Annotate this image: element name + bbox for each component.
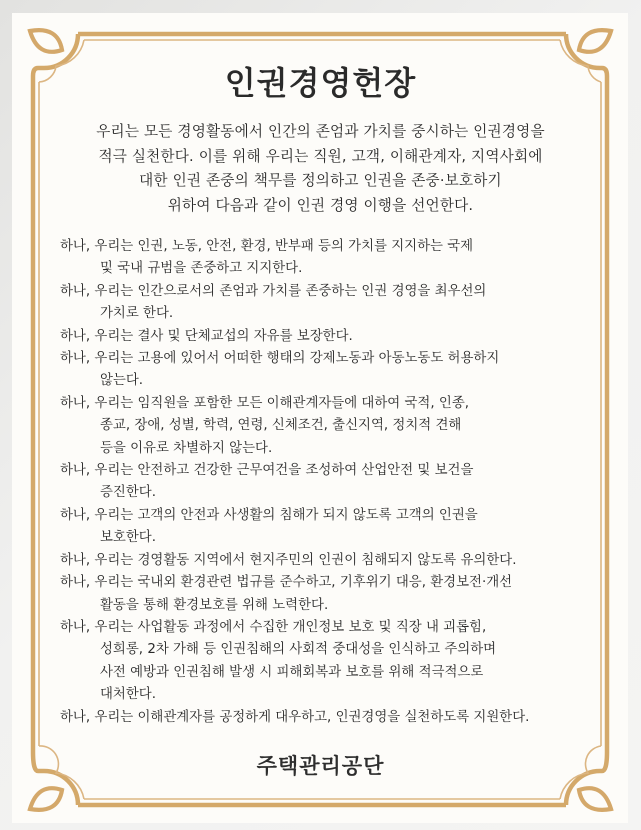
article-line: 성희롱, 2차 가해 등 인권침해의 사회적 중대성을 인식하고 주의하며 [100,642,497,658]
preamble-line: 위하여 다음과 같이 인권 경영 이행을 선언한다. [167,196,474,214]
article-line: 대처한다. [100,687,156,703]
article-line: 하나, 우리는 인권, 노동, 안전, 환경, 반부패 등의 가치를 지지하는 국제 [60,239,474,254]
preamble-line: 적극 실천한다. 이를 위해 우리는 직원, 고객, 이해관계자, 지역사회에 [98,147,543,165]
organization-name: 주택관리공단 [256,753,385,778]
charter-content [60,58,581,729]
article-line: 활동을 통해 환경보호를 위해 노력한다. [100,597,329,613]
article-item [60,281,581,326]
article-line: 증진한다. [100,485,156,501]
article-item [60,393,581,460]
article-item [60,707,581,729]
charter-articles [60,236,581,729]
article-line: 않는다. [100,373,144,389]
article-item [60,348,581,393]
article-line: 하나, 우리는 이해관계자를 공정하게 대우하고, 인권경영을 실천하도록 지원한다. [60,709,530,725]
article-line: 보호한다. [100,530,156,546]
article-item [60,460,581,505]
article-line: 하나, 우리는 사업활동 과정에서 수집한 개인정보 보호 및 직장 내 괴롭힘, [60,619,487,635]
article-line: 하나, 우리는 고객의 안전과 사생활의 침해가 되지 않도록 고객의 인권을 [60,507,478,523]
article-line: 하나, 우리는 경영활동 지역에서 현지주민의 인권이 침해되지 않도록 유의한다. [60,552,517,568]
article-item [60,617,581,707]
article-item [60,326,581,348]
article-line: 하나, 우리는 결사 및 단체교섭의 자유를 보장한다. [60,328,353,344]
article-line: 사전 예방과 인권침해 발생 시 피해회복과 보호를 위해 적극적으로 [100,664,484,680]
article-line: 하나, 우리는 임직원을 포함한 모든 이해관계자들에 대하여 국적, 인종, [60,395,470,411]
article-line: 종교, 장애, 성별, 학력, 연령, 신체조건, 출신지역, 정치적 견해 [100,418,462,434]
article-line: 하나, 우리는 국내외 환경관련 법규를 준수하고, 기후위기 대응, 환경보전·개선 [60,575,513,591]
article-item [60,505,581,550]
article-item [60,236,581,281]
article-item [60,572,581,617]
article-line: 등을 이유로 차별하지 않는다. [100,440,273,456]
article-line: 하나, 우리는 인간으로서의 존엄과 가치를 존중하는 인권 경영을 최우선의 [60,283,487,299]
article-line: 및 국내 규범을 존중하고 지지한다. [100,261,303,277]
article-item [60,550,581,572]
charter-preamble [60,120,581,218]
article-line: 하나, 우리는 고용에 있어서 어떠한 행태의 강제노동과 아동노동도 허용하지 [60,351,500,367]
charter-title: 인권경영헌장 [224,64,417,102]
article-line: 하나, 우리는 안전하고 건강한 근무여건을 조성하여 산업안전 및 보건을 [60,463,474,479]
article-line: 가치로 한다. [100,306,174,322]
preamble-line: 우리는 모든 경영활동에서 인간의 존엄과 가치를 중시하는 인권경영을 [96,123,545,140]
preamble-line: 대한 인권 존중의 책무를 정의하고 인권을 존중·보호하기 [139,172,502,189]
